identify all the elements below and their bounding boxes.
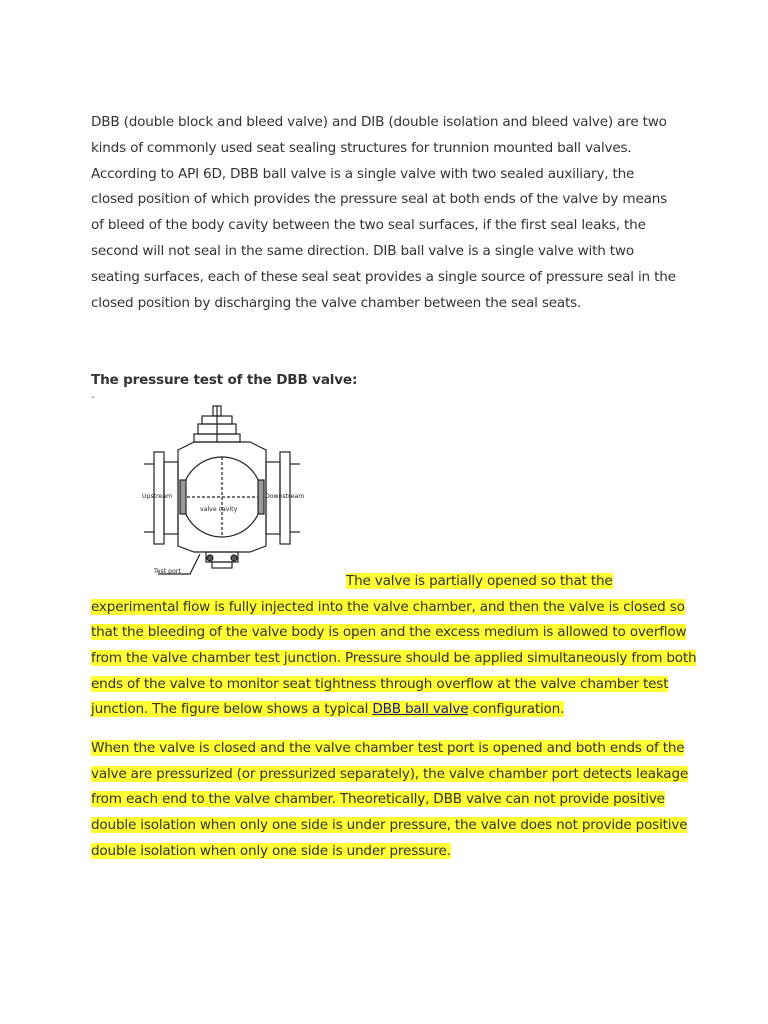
hl1-line-4: ends of the valve to monitor seat tightness through overflow at the valve chamber test <box>91 676 669 692</box>
upstream-label: Upstream <box>142 493 173 500</box>
hl1-line-3: from the valve chamber test junction. Pressure should be applied simultaneously from both <box>91 650 697 666</box>
intro-paragraph: DBB (double block and bleed valve) and DIB (double isolation and bleed valve) are two kinds of commonly used seat sealing structures for trunnion mounted ball valves. According to API 6D, DBB ball valve is a single valve with two sealed auxiliary, the closed position of which provides the pressure seal at both ends of the valve by means of bleed of the body cavity between the two seal surfaces, if the first seal leaks, the second will not seal in the same direction. DIB ball valve is a single valve with two seating surfaces, each of these seal seat provides a single source of pressure seal in the closed position by discharging the valve chamber between the seal seats. <box>91 114 676 311</box>
hl2-line-4: double isolation when only one side is under pressure. <box>91 843 451 859</box>
test-port-label: Test port <box>154 568 181 575</box>
hl1-line-5: junction. The figure below shows a typical DBB ball valve configuration. <box>91 701 565 717</box>
hl2-line-3: double isolation when only one side is under pressure, the valve does not provide positive <box>91 817 688 833</box>
dash-mark: - <box>91 392 95 403</box>
cavity-label: valve cavity <box>200 506 238 513</box>
section-heading: The pressure test of the DBB valve: <box>91 372 358 388</box>
dbb-ball-valve-link[interactable]: DBB ball valve <box>372 701 469 717</box>
hl2-line-1: valve are pressurized (or pressurized separately), the valve chamber port detects leakage <box>91 766 689 782</box>
hl2-line-0: When the valve is closed and the valve chamber test port is opened and both ends of the <box>91 740 685 756</box>
hl1-line-2: that the bleeding of the valve body is open and the excess medium is allowed to overflow <box>91 624 687 640</box>
hl1-line-0: The valve is partially opened so that the <box>346 573 613 589</box>
hl2-line-2: from each end to the valve chamber. Theoretically, DBB valve can not provide positive <box>91 791 665 807</box>
dbb-valve-diagram <box>140 402 312 582</box>
downstream-label: Downstream <box>265 493 305 500</box>
hl1-line-1: experimental flow is fully injected into the valve chamber, and then the valve is closed so <box>91 599 685 615</box>
